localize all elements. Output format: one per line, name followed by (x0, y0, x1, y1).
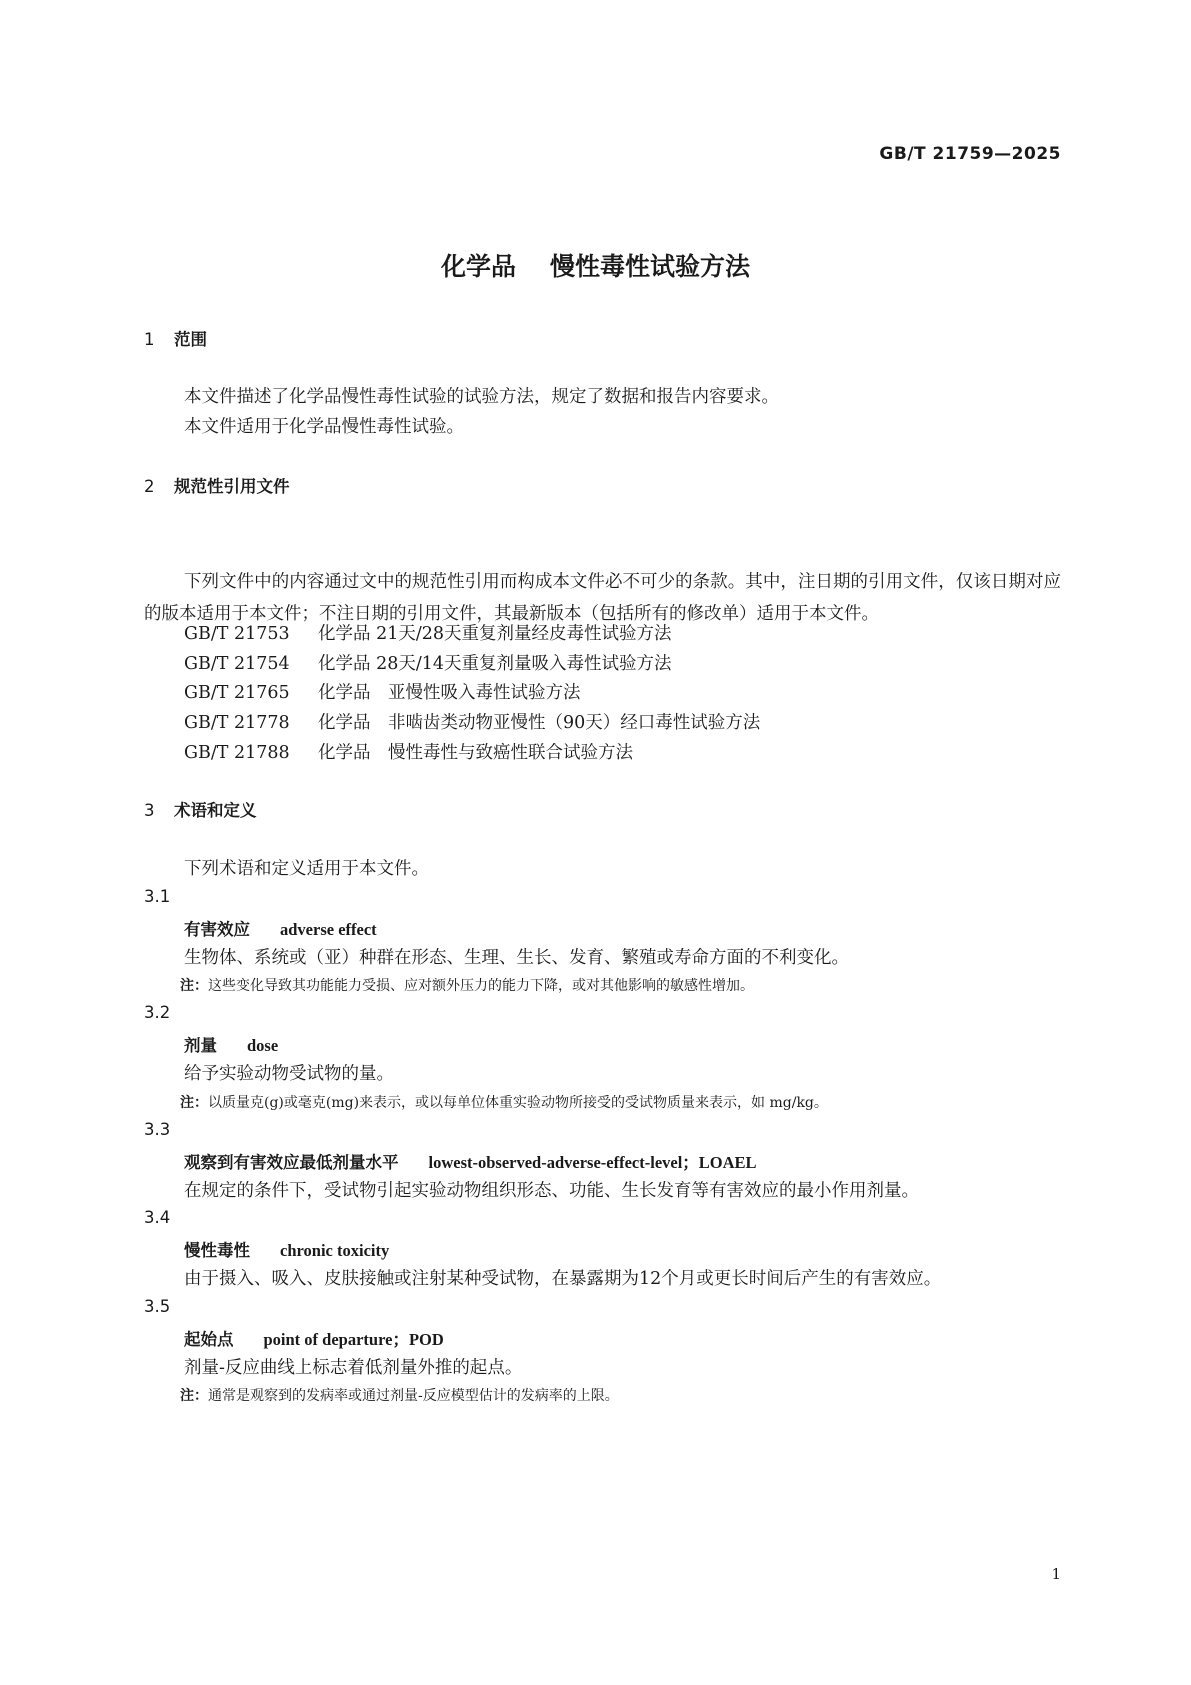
note-text: 通常是观察到的发病率或通过剂量-反应模型估计的发病率的上限。 (208, 1388, 619, 1404)
term-english: chronic toxicity (280, 1241, 390, 1260)
note-label: 注： (180, 978, 208, 994)
reference-name: 化学品 亚慢性吸入毒性试验方法 (318, 683, 581, 703)
clause-number: 3.3 (144, 1120, 171, 1139)
section-1-heading (144, 326, 207, 350)
term-chinese: 剂量 (184, 1036, 217, 1055)
term-heading (184, 1237, 389, 1261)
term-heading (184, 1032, 278, 1056)
note-text: 这些变化导致其功能能力受损、应对额外压力的能力下降，或对其他影响的敏感性增加。 (208, 978, 754, 994)
reference-code: GB/T 21765 (184, 683, 290, 703)
section-title: 范围 (174, 330, 207, 349)
section-number: 2 (144, 477, 155, 496)
clause-number: 3.4 (144, 1208, 171, 1227)
reference-item (184, 620, 672, 645)
reference-code: GB/T 21753 (184, 624, 290, 644)
term-english: lowest-observed-adverse-effect-level；LOAEL (428, 1153, 757, 1172)
term-chinese: 有害效应 (184, 920, 250, 939)
clause-number: 3.1 (144, 887, 171, 906)
term-definition: 生物体、系统或（亚）种群在形态、生理、生长、发育、繁殖或寿命方面的不利变化。 (184, 948, 849, 968)
reference-name: 化学品 28天/14天重复剂量吸入毒性试验方法 (318, 654, 672, 674)
section-1-paragraph-2: 本文件适用于化学品慢性毒性试验。 (184, 417, 464, 437)
term-english: point of departure；POD (263, 1330, 444, 1349)
clause-number: 3.5 (144, 1297, 171, 1316)
term-note (180, 975, 754, 995)
note-label: 注： (180, 1095, 208, 1111)
standard-code: GB/T 21759—2025 (879, 144, 1061, 164)
section-3-intro: 下列术语和定义适用于本文件。 (184, 859, 429, 879)
section-number: 1 (144, 330, 155, 349)
section-3-heading (144, 797, 257, 821)
reference-item (184, 709, 760, 734)
term-definition: 由于摄入、吸入、皮肤接触或注射某种受试物，在暴露期为12个月或更长时间后产生的有害效应。 (184, 1269, 942, 1289)
reference-item (184, 739, 633, 764)
section-2-intro: 下列文件中的内容通过文中的规范性引用而构成本文件必不可少的条款。其中，注日期的引用文件，仅该日期对应的版本适用于本文件；不注日期的引用文件，其最新版本（包括所有的修改单）适用于本文件。 (144, 572, 1061, 624)
term-definition: 在规定的条件下，受试物引起实验动物组织形态、功能、生长发育等有害效应的最小作用剂量。 (184, 1181, 919, 1201)
section-1-paragraph-1: 本文件描述了化学品慢性毒性试验的试验方法，规定了数据和报告内容要求。 (184, 387, 779, 407)
section-number: 3 (144, 801, 155, 820)
section-title: 规范性引用文件 (174, 477, 290, 496)
term-definition: 剂量-反应曲线上标志着低剂量外推的起点。 (184, 1358, 523, 1378)
reference-code: GB/T 21778 (184, 713, 290, 733)
reference-item (184, 679, 581, 704)
document-title (0, 247, 1191, 283)
term-english: adverse effect (280, 920, 377, 939)
term-english: dose (247, 1036, 279, 1055)
reference-code: GB/T 21754 (184, 654, 290, 674)
term-note (180, 1385, 619, 1405)
term-definition: 给予实验动物受试物的量。 (184, 1064, 394, 1084)
note-text: 以质量克(g)或毫克(mg)来表示，或以每单位体重实验动物所接受的受试物质量来表示，如 mg/kg。 (208, 1095, 828, 1111)
term-chinese: 观察到有害效应最低剂量水平 (184, 1153, 399, 1172)
note-label: 注： (180, 1388, 208, 1404)
section-2-heading (144, 473, 290, 497)
title-part-1: 化学品 (440, 252, 516, 281)
term-heading (184, 1326, 444, 1350)
reference-code: GB/T 21788 (184, 743, 290, 763)
section-title: 术语和定义 (174, 801, 257, 820)
reference-name: 化学品 21天/28天重复剂量经皮毒性试验方法 (318, 624, 672, 644)
reference-name: 化学品 非啮齿类动物亚慢性（90天）经口毒性试验方法 (318, 713, 761, 733)
reference-name: 化学品 慢性毒性与致癌性联合试验方法 (318, 743, 633, 763)
term-chinese: 慢性毒性 (184, 1241, 250, 1260)
term-heading (184, 916, 377, 940)
term-heading (184, 1149, 757, 1173)
page-number: 1 (1051, 1565, 1061, 1583)
term-note (180, 1092, 828, 1112)
reference-item (184, 650, 672, 675)
clause-number: 3.2 (144, 1003, 171, 1022)
term-chinese: 起始点 (184, 1330, 234, 1349)
title-part-2: 慢性毒性试验方法 (550, 252, 751, 281)
